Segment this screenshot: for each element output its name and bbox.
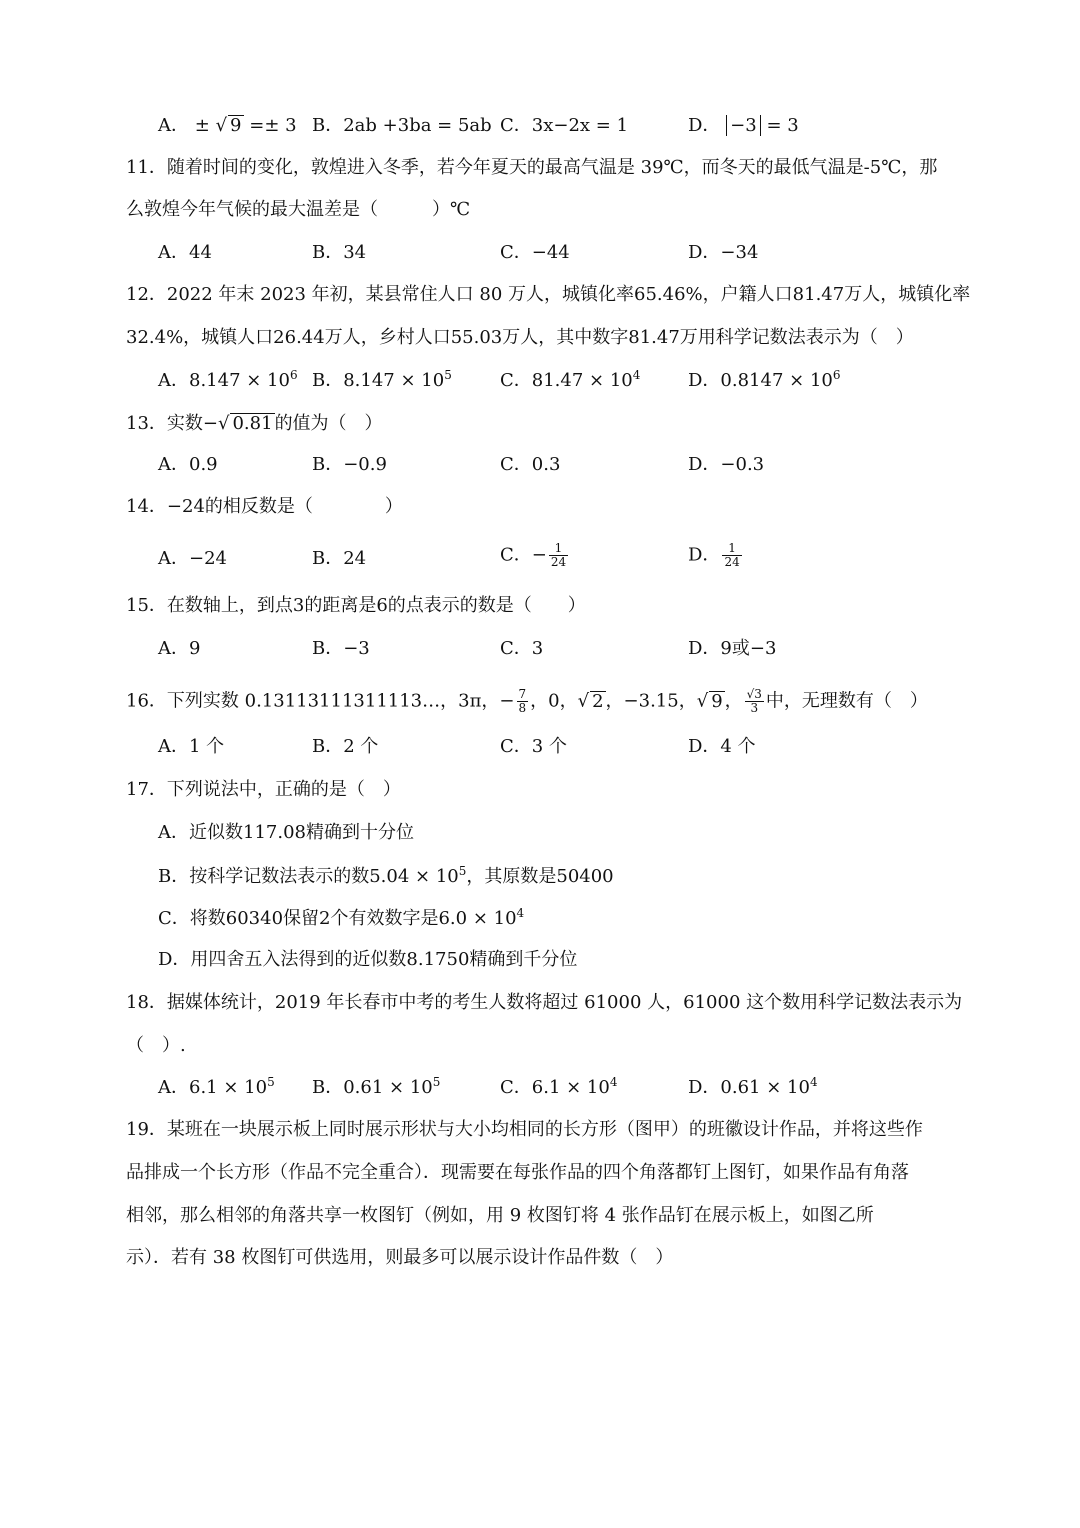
q18-option-a [158, 1075, 275, 1101]
option-text: A．6.1 × 10 [158, 1077, 268, 1098]
option-label: D． [688, 544, 721, 566]
option-text: C．将数60340保留2个有效数字是6.0 × 10 [158, 908, 517, 929]
q15-option-a: A．9 [158, 638, 201, 659]
sqrt-icon: √ [696, 690, 709, 712]
q16-option-c: C．3 个 [500, 736, 567, 757]
option-text: D．0.8147 × 10 [688, 370, 833, 391]
q17-option-d: D．用四舍五入法得到的近似数8.1750精确到千分位 [158, 949, 578, 970]
absolute-value: −3 [726, 115, 761, 136]
q12-option-c [500, 368, 640, 394]
option-label: B． [312, 115, 344, 136]
stem-part: ，−3.15， [605, 690, 697, 712]
q18-stem-line1: 18．据媒体统计，2019 年长春市中考的考生人数将超过 61000 人，61000 这个数用科学记数法表示为 [126, 992, 963, 1013]
exponent: 4 [516, 906, 525, 920]
exponent: 6 [289, 368, 298, 382]
q16-stem [126, 688, 928, 715]
option-text: D．0.61 × 10 [688, 1077, 810, 1098]
q15-option-b: B．−3 [312, 638, 370, 659]
exponent: 6 [832, 368, 841, 382]
q18-option-c [500, 1075, 617, 1101]
denominator: 24 [550, 555, 567, 569]
q11-option-a: A．44 [158, 242, 212, 263]
option-text: C．6.1 × 10 [500, 1077, 610, 1098]
radicand: 9 [230, 115, 242, 136]
stem-part: 中，无理数有（ ） [765, 690, 928, 712]
option-label: C．− [500, 544, 547, 566]
q14-option-d [688, 542, 744, 569]
q12-option-b [312, 368, 452, 394]
numerator: 1 [722, 542, 741, 556]
option-label: C． [500, 115, 532, 136]
q12-option-d [688, 368, 840, 394]
q11-option-c: C．−44 [500, 242, 570, 263]
q15-stem: 15．在数轴上，到点3的距离是6的点表示的数是（ ） [126, 595, 586, 616]
radicand: 0.81 [232, 413, 273, 434]
q13-option-c: C．0.3 [500, 454, 561, 475]
q18-option-d [688, 1075, 818, 1101]
q10-option-c [500, 113, 628, 139]
option-text: B．按科学记数法表示的数5.04 × 10 [158, 866, 459, 887]
q17-option-c [158, 906, 524, 932]
exponent: 5 [432, 1075, 441, 1089]
q19-stem-line1: 19．某班在一块展示板上同时展示形状与大小均相同的长方形（图甲）的班徽设计作品，并将这些作 [126, 1119, 923, 1140]
q16-option-b: B．2 个 [312, 736, 379, 757]
option-text: B．8.147 × 10 [312, 370, 445, 391]
option-rest: =± 3 [249, 115, 297, 136]
option-text: 3x−2x = 1 [531, 115, 629, 136]
radicand: 2 [592, 690, 604, 712]
stem-part: ， [724, 690, 743, 712]
q14-option-b: B．24 [312, 548, 367, 569]
q11-stem-line2: 么敦煌今年气候的最大温差是（ ）℃ [126, 199, 471, 220]
q15-option-c: C．3 [500, 638, 544, 659]
q15-option-d: D．9或−3 [688, 638, 777, 659]
q12-stem-line1: 12．2022 年末 2023 年初，某县常住人口 80 万人，城镇化率65.46%，户籍人口81.47万人，城镇化率 [126, 284, 971, 305]
exponent: 4 [632, 368, 641, 382]
q13-option-d: D．−0.3 [688, 454, 765, 475]
q11-stem-line1: 11．随着时间的变化，敦煌进入冬季，若今年夏天的最高气温是 39℃，而冬天的最低气温是-5℃，那 [126, 157, 938, 178]
fraction [549, 542, 568, 569]
fraction [745, 688, 764, 715]
option-rest: = 3 [766, 115, 799, 136]
option-label: A． [158, 115, 189, 136]
option-text: A．8.147 × 10 [158, 370, 290, 391]
q10-option-b [312, 113, 492, 139]
q11-option-b: B．34 [312, 242, 367, 263]
option-rest: ，其原数是50400 [466, 866, 614, 887]
option-text: 2ab +3ba = 5ab [343, 115, 492, 136]
sqrt-icon: √ [215, 115, 228, 136]
numerator: 7 [518, 687, 527, 701]
plus-minus: ± [194, 115, 210, 136]
q17-option-a: A．近似数117.08精确到十分位 [158, 822, 414, 843]
q18-stem-line2: （ ）. [126, 1035, 186, 1056]
option-label: D． [688, 115, 721, 136]
exponent: 5 [267, 1075, 275, 1089]
fraction [517, 688, 529, 715]
q18-option-b [312, 1075, 440, 1101]
q13-stem [126, 411, 383, 437]
q12-stem-line2: 32.4%，城镇人口26.44万人，乡村人口55.03万人，其中数字81.47万用科学记数法表示为（ ） [126, 327, 914, 348]
q17-option-b [158, 864, 614, 890]
q10-option-a [158, 113, 297, 139]
numerator: √3 [746, 687, 762, 701]
denominator: 8 [518, 701, 527, 715]
stem-suffix: 的值为（ ） [274, 413, 383, 434]
q16-option-d: D．4 个 [688, 736, 756, 757]
denominator: 24 [724, 555, 740, 569]
stem-part: ，0， [530, 690, 578, 712]
exponent: 4 [809, 1075, 818, 1089]
q14-stem: 14．−24的相反数是（ ） [126, 496, 403, 517]
q10-option-d [688, 113, 799, 139]
q19-stem-line4: 示）．若有 38 枚图钉可供选用，则最多可以展示设计作品件数（ ） [126, 1247, 674, 1268]
exponent: 4 [609, 1075, 618, 1089]
q13-option-b: B．−0.9 [312, 454, 387, 475]
exponent: 5 [444, 368, 452, 382]
radicand: 9 [711, 690, 723, 712]
option-text: B．0.61 × 10 [312, 1077, 433, 1098]
denominator: 3 [750, 701, 759, 715]
stem-prefix: 13．实数− [126, 413, 218, 434]
numerator: 1 [549, 542, 568, 556]
q13-option-a: A．0.9 [158, 454, 218, 475]
q16-option-a: A．1 个 [158, 736, 225, 757]
q14-option-a: A．−24 [158, 548, 227, 569]
q11-option-d: D．−34 [688, 242, 759, 263]
q14-option-c [500, 542, 570, 569]
fraction [722, 542, 741, 569]
sqrt-icon: √ [577, 690, 590, 712]
q19-stem-line2: 品排成一个长方形（作品不完全重合）．现需要在每张作品的四个角落都钉上图钉，如果作品有角落 [126, 1162, 909, 1183]
option-text: C．81.47 × 10 [500, 370, 633, 391]
sqrt-icon: √ [218, 413, 230, 434]
exponent: 5 [458, 864, 467, 878]
q19-stem-line3: 相邻，那么相邻的角落共享一枚图钉（例如，用 9 枚图钉将 4 张作品钉在展示板上，如图乙所 [126, 1205, 874, 1226]
q12-option-a [158, 368, 298, 394]
stem-part: 16．下列实数 0.13113111311113…，3π，− [126, 690, 515, 712]
q17-stem: 17．下列说法中，正确的是（ ） [126, 779, 401, 800]
